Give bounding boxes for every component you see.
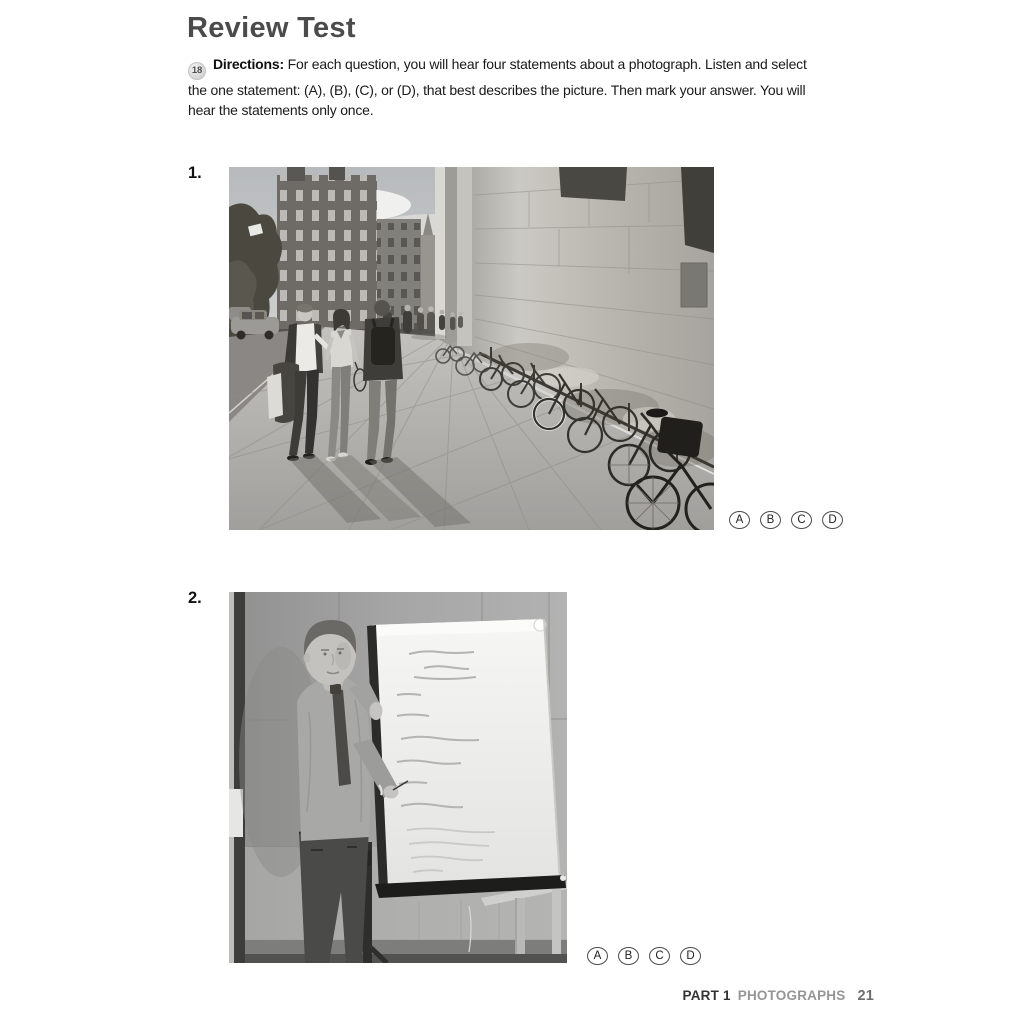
question-2-photo (229, 592, 567, 963)
floor-edge (229, 954, 567, 963)
directions-line-2: the one statement: (A), (B), (C), or (D), that best describes the picture. Then mark your answer. You will (188, 82, 806, 98)
question-2-option-a[interactable]: A (587, 947, 608, 965)
directions-line-3: hear the statements only once. (188, 102, 374, 118)
page-footer (683, 988, 874, 1004)
footer-section-label: PHOTOGRAPHS (737, 988, 846, 1003)
question-1-option-c[interactable]: C (791, 511, 812, 529)
question-1-option-b[interactable]: B (760, 511, 781, 529)
flipchart (367, 619, 566, 898)
footer-page-number: 21 (857, 988, 874, 1004)
footer-part-label: PART 1 (682, 988, 731, 1003)
question-2-option-c[interactable]: C (649, 947, 670, 965)
directions-line-1: For each question, you will hear four statements about a photograph. Listen and select (287, 56, 807, 72)
question-1-photo (229, 167, 714, 530)
page-title: Review Test (187, 12, 356, 44)
directions-label: Directions: (213, 56, 284, 72)
question-1-number: 1. (188, 164, 202, 182)
audio-track-badge: 18 (188, 62, 206, 80)
question-2-option-b[interactable]: B (618, 947, 639, 965)
question-2-answer-options (587, 947, 701, 965)
question-1-option-d[interactable]: D (822, 511, 843, 529)
question-2-option-d[interactable]: D (680, 947, 701, 965)
question-1-answer-options (729, 511, 843, 529)
question-2-number: 2. (188, 589, 202, 607)
directions-paragraph (188, 54, 888, 120)
question-1-option-a[interactable]: A (729, 511, 750, 529)
